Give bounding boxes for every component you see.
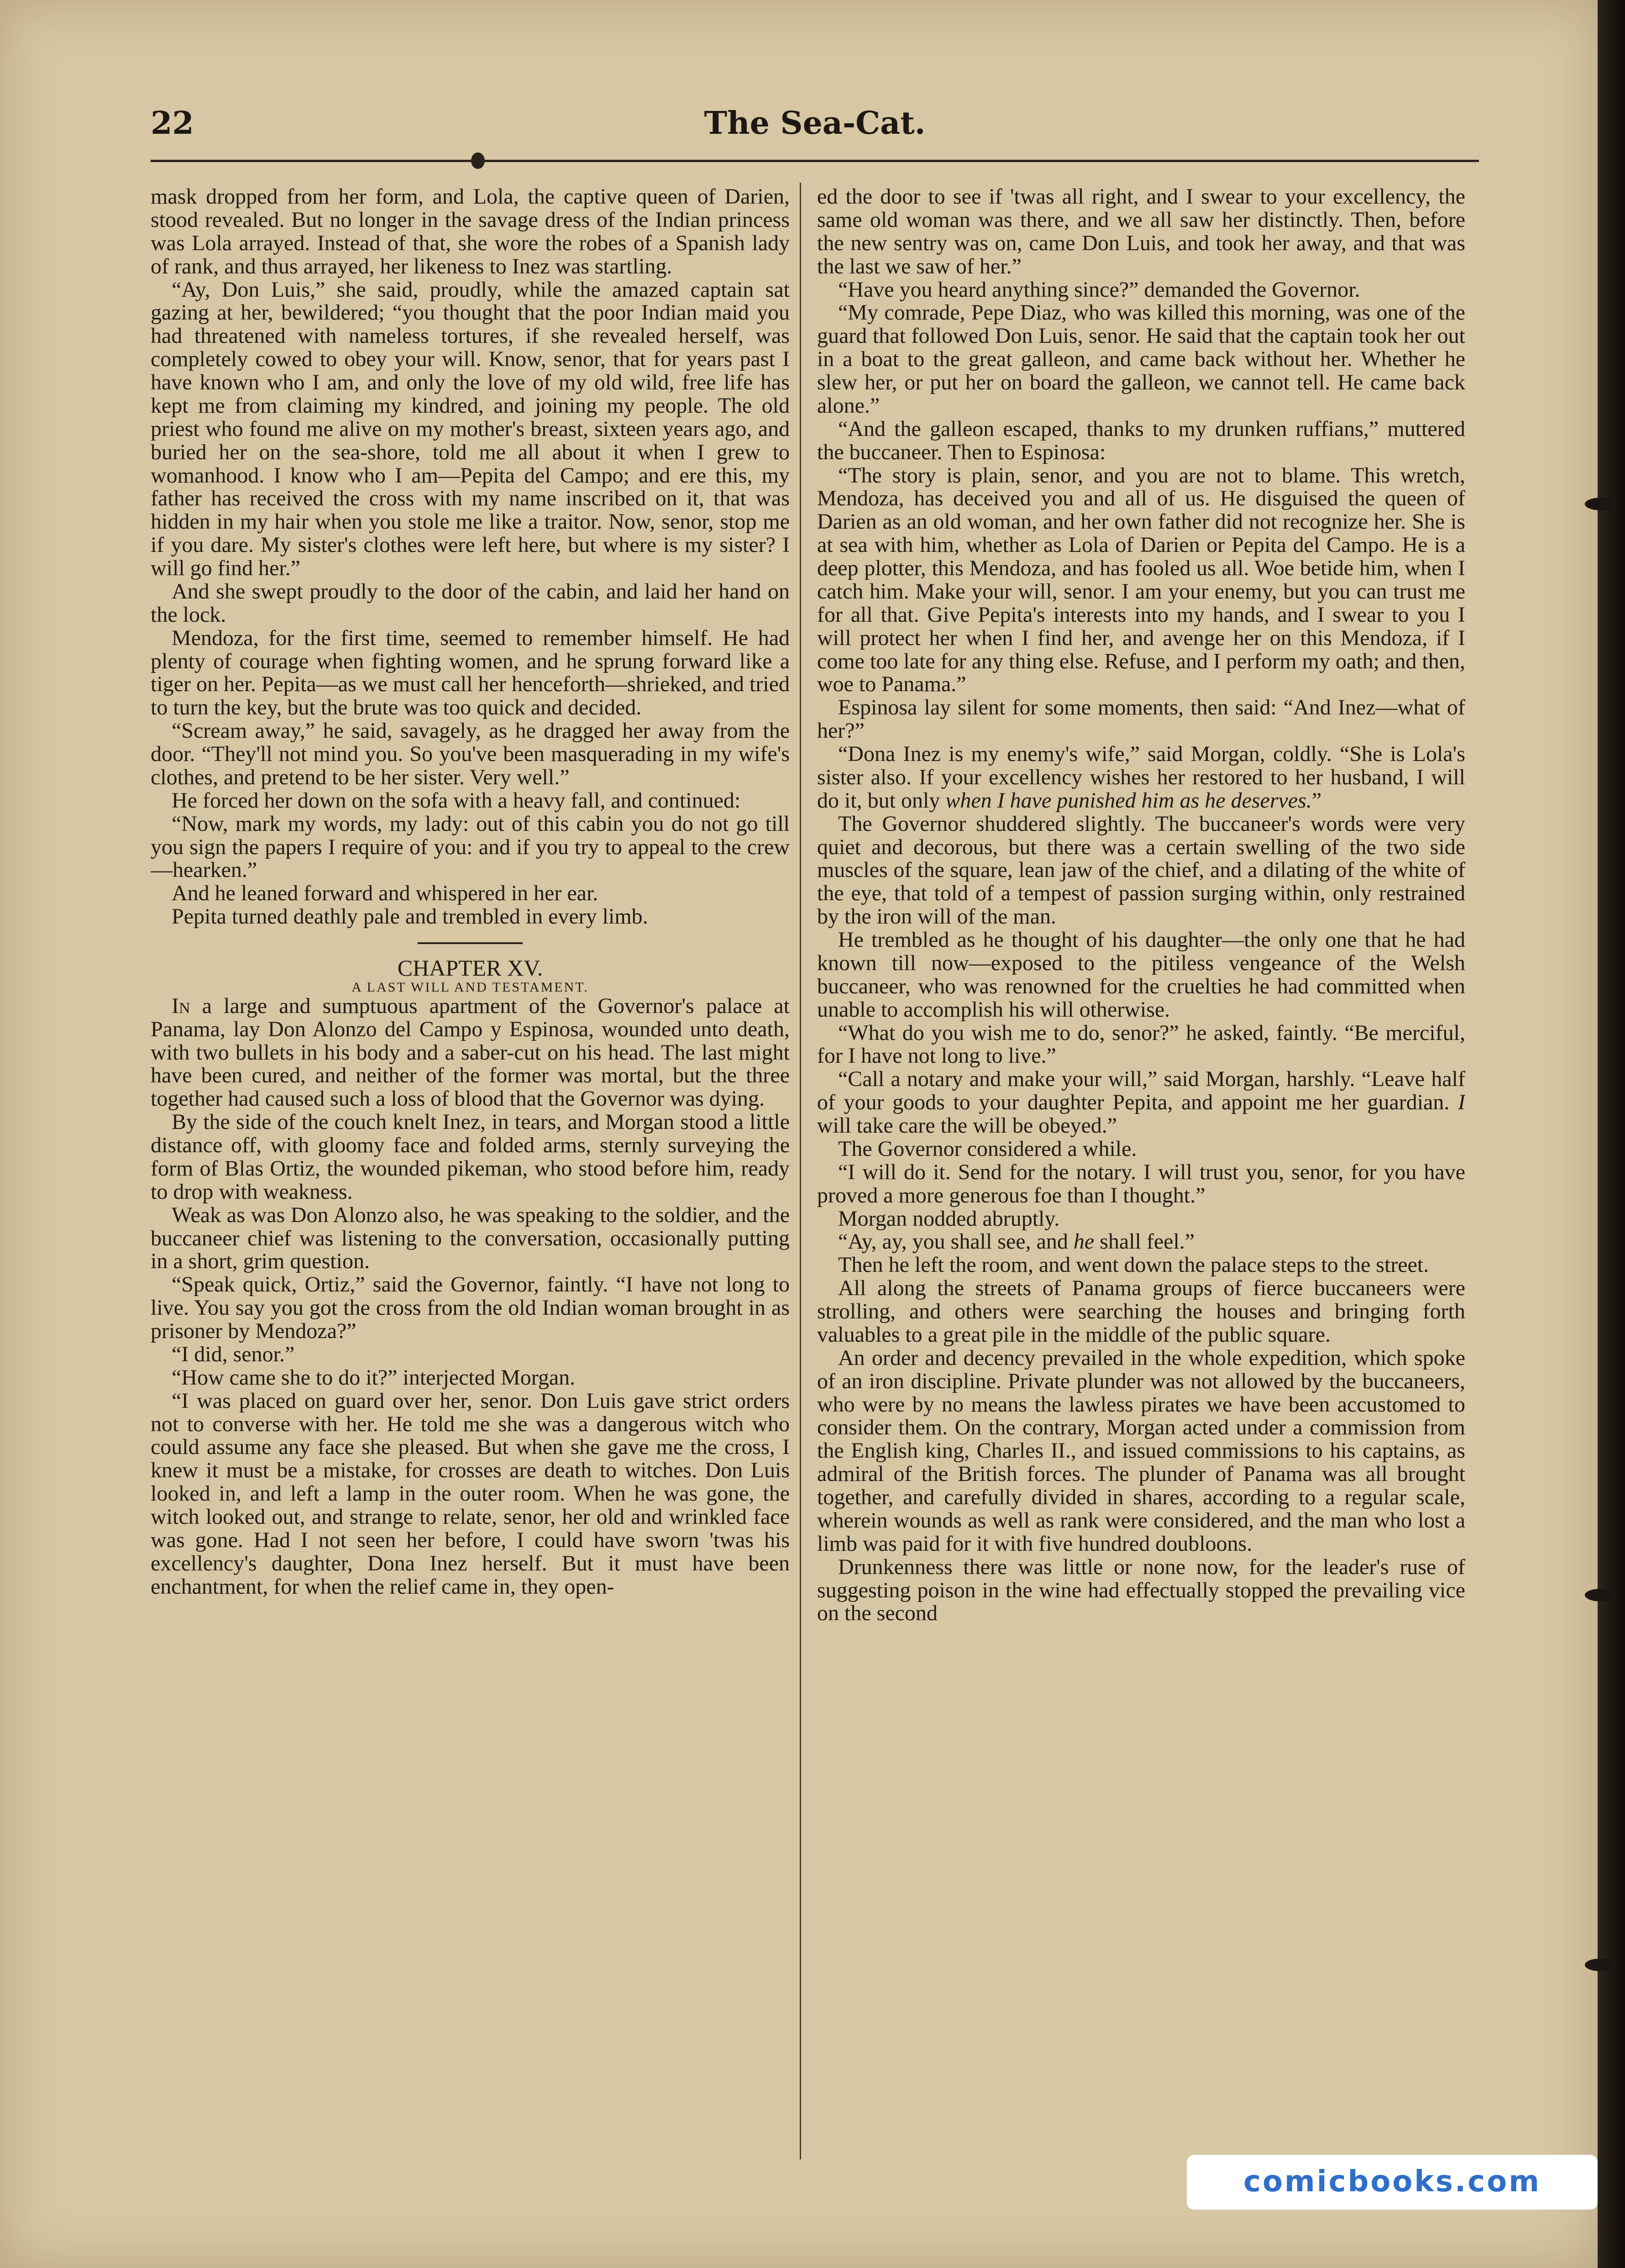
- emphasis: I: [1458, 1090, 1465, 1115]
- emphasis: he: [1073, 1229, 1095, 1254]
- left-column: [151, 185, 790, 2158]
- paragraph: The Governor considered a while.: [838, 1136, 1137, 1161]
- paragraph-text: ”: [1311, 788, 1322, 813]
- paragraph: “I was placed on guard over her, senor. Don Luis gave strict orders not to converse with her. He told me she was a dangerous witch who could assume any face she pleased. But when she gave me the cross, I knew it must be a mistake, for crosses are death to witches. Don Luis looked in, and left a lamp in the outer room. When he was gone, the witch looked out, and strange to relate, senor, her old and wrinkled face was gone. Had I not seen her before, I could have sworn 'twas his excellency's daughter, Dona Inez herself. But it must have been enchantment, for when the relief came in, they open-: [151, 1388, 790, 1599]
- paragraph: And he leaned forward and whispered in her ear.: [172, 881, 598, 906]
- paragraph: The Governor shuddered slightly. The buccaneer's words were very quiet and decorous, but there was a certain swelling of the two side muscles of the square, lean jaw of the chief, and a dilating of the white of the eye, that told of a tempest of passion surging within, only restrained by the iron will of the man.: [817, 811, 1465, 929]
- drop-word: In: [172, 993, 190, 1018]
- paragraph: Then he left the room, and went down the palace steps to the street.: [838, 1253, 1429, 1277]
- watermark-text: comicbooks.com: [1243, 2165, 1541, 2199]
- right-column: [817, 185, 1465, 2158]
- paragraph-text: shall feel.”: [1094, 1229, 1195, 1254]
- paragraph: And she swept proudly to the door of the cabin, and laid her hand on the lock.: [151, 579, 790, 627]
- running-header: [151, 105, 1479, 169]
- paragraph: By the side of the couch knelt Inez, in tears, and Morgan stood a little distance off, with gloomy face and folded arms, sternly surveying the form of Blas Ortiz, the wounded pikeman, who stood before him, ready to drop with weakness.: [151, 1110, 790, 1204]
- paragraph: Drunkenness there was little or none now, for the leader's ruse of suggesting poison in the wine had effectually stopped the prevailing vice on the second: [817, 1554, 1465, 1626]
- binding-clip-mark: [1585, 1589, 1617, 1601]
- paragraph: “Have you heard anything since?” demanded the Governor.: [838, 277, 1360, 302]
- binding-spine: [1598, 0, 1625, 2268]
- paragraph: “Speak quick, Ortiz,” said the Governor, faintly. “I have not long to live. You say you got the cross from the old Indian woman brought in as prisoner by Mendoza?”: [151, 1272, 790, 1344]
- header-rule: [151, 160, 1479, 162]
- paragraph: Morgan nodded abruptly.: [838, 1206, 1060, 1231]
- paragraph: “I did, senor.”: [172, 1342, 295, 1366]
- paragraph: “My comrade, Pepe Diaz, who was killed this morning, was one of the guard that followed Don Luis, senor. He said that the captain took her out in a boat to the great galleon, and came back without her. Whether he slew her, or put her on board the galleon, we cannot tell. He came back alone.”: [817, 300, 1465, 418]
- paragraph: “Ay, Don Luis,” she said, proudly, while the amazed captain sat gazing at her, bewildered; “you thought that the poor Indian maid you had threatened with nameless tortures, if she revealed herself, was completely cowed to obey your will. Know, senor, that for years past I have known who I am, and only the love of my old wild, free life has kept me from claiming my kindred, and joining my people. The old priest who found me alive on my mother's breast, sixteen years ago, and buried her on the sea-shore, told me all about it when I grew to womanhood. I know who I am—Pepita del Campo; and ere this, my father has received the cross with my name inscribed on it, that was hidden in my hair when you stole me like a traitor. Now, senor, stop me if you dare. My sister's clothes were left here, but where is my sister? I will go find her.”: [151, 277, 790, 580]
- paragraph: An order and decency prevailed in the whole expedition, which spoke of an iron discipline. Private plunder was not allowed by the buccaneers, who were by no means the lawless pirates we have been accustomed to consider them. On the contrary, Morgan acted under a commission from the English king, Charles II., and issued commissions to his captains, as admiral of the British forces. The plunder of Panama was all brought together, and carefully divided in shares, according to a regular scale, wherein wounds as well as rank were considered, and the man who lost a limb was paid for it with five hundred doubloons.: [817, 1345, 1465, 1556]
- paragraph: [151, 995, 790, 1111]
- paragraph: Espinosa lay silent for some moments, then said: “And Inez—what of her?”: [817, 695, 1465, 743]
- paragraph: He trembled as he thought of his daughter—the only one that he had known till now—exposed to the pitiless vengeance of the Welsh buccaneer, who was renowned for the cruelties he had committed when unable to accomplish his will otherwise.: [817, 928, 1465, 1022]
- paragraph-text: will take care the will be obeyed.”: [817, 1113, 1117, 1138]
- paragraph: ed the door to see if 'twas all right, and I swear to your excellency, the same old woman was there, and we all saw her distinctly. Then, before the new sentry was on, came Don Luis, and took her away, and that was the last we saw of her.”: [817, 185, 1465, 278]
- paragraph: He forced her down on the sofa with a heavy fall, and continued:: [172, 788, 741, 813]
- site-watermark: [1187, 2155, 1598, 2210]
- binding-clip-mark: [1585, 498, 1617, 510]
- paragraph: Weak as was Don Alonzo also, he was speaking to the soldier, and the buccaneer chief was listening to the conversation, occasionally putting in a short, grim question.: [151, 1202, 790, 1274]
- paragraph: “Scream away,” he said, savagely, as he dragged her away from the door. “They'll not mind you. So you've been masquerading in my wife's clothes, and pretend to be her sister. Very well.”: [151, 719, 790, 789]
- paragraph: “What do you wish me to do, senor?” he asked, faintly. “Be merciful, for I have not long to live.”: [817, 1020, 1465, 1068]
- paragraph: “And the galleon escaped, thanks to my drunken ruffians,” muttered the buccaneer. Then to Espinosa:: [817, 416, 1465, 464]
- binding-clip-mark: [1585, 1958, 1617, 1971]
- paragraph: mask dropped from her form, and Lola, the captive queen of Darien, stood revealed. But no longer in the savage dress of the Indian princess was Lola arrayed. Instead of that, she wore the robes of a Spanish lady of rank, and thus arrayed, her likeness to Inez was startling.: [151, 185, 790, 278]
- paragraph-text: “Ay, ay, you shall see, and: [838, 1229, 1074, 1254]
- paragraph: [817, 743, 1465, 813]
- chapter-subtitle: A LAST WILL AND TESTAMENT.: [351, 980, 589, 995]
- paragraph: [817, 1230, 1465, 1254]
- paragraph: “How came she to do it?” interjected Morgan.: [172, 1365, 576, 1390]
- column-divider: [800, 183, 801, 2159]
- page-title: The Sea-Cat.: [704, 105, 926, 142]
- emphasis: when I have punished him as he deserves.: [945, 788, 1312, 813]
- header-ornament: [471, 152, 485, 169]
- paragraph-text: “Call a notary and make your will,” said Morgan, harshly. “Leave half of your goods to your daughter Pepita, and appoint me her guardian.: [817, 1067, 1465, 1115]
- paragraph: Mendoza, for the first time, seemed to remember himself. He had plenty of courage when fighting women, and he sprung forward like a tiger on her. Pepita—as we must call her henceforth—shrieked, and tried to turn the key, but the brute was too quick and decided.: [151, 625, 790, 720]
- paragraph: “Now, mark my words, my lady: out of this cabin you do not go till you sign the papers I require of you: and if you try to appeal to the crew—hearken.”: [151, 811, 790, 882]
- paragraph: [817, 1068, 1465, 1138]
- chapter-divider: [418, 942, 523, 944]
- paragraph: Pepita turned deathly pale and trembled in every limb.: [172, 904, 648, 929]
- page-number: 22: [151, 105, 194, 142]
- paragraph-text: “Dona Inez is my enemy's wife,” said Morgan, coldly. “She is Lola's sister also. If your excellency wishes her restored to her husband, I will do it, but only: [817, 742, 1465, 813]
- chapter-heading: CHAPTER XV.: [397, 955, 543, 981]
- paragraph-text: a large and sumptuous apartment of the Governor's palace at Panama, lay Don Alonzo del Campo y Espinosa, wounded unto death, with two bullets in his body and a saber-cut on his head. The last might have been cured, and neither of the former was mortal, but the three together had caused such a loss of blood that the Governor was dying.: [151, 993, 790, 1111]
- paragraph: “The story is plain, senor, and you are not to blame. This wretch, Mendoza, has deceived you and all of us. He disguised the queen of Darien as an old woman, and her own father did not recognize her. She is at sea with him, whether as Lola of Darien or Pepita del Campo. He is a deep plotter, this Mendoza, and has fooled us all. Woe betide him, when I catch him. Make your will, senor. I am your enemy, but you can trust me for all that. Give Pepita's interests into my hands, and I swear to you I will protect her when I find her, and avenge her on this Mendoza, if I come too late for any thing else. Refuse, and I perform my oath; and then, woe to Panama.”: [817, 463, 1465, 697]
- paragraph: “I will do it. Send for the notary. I will trust you, senor, for you have proved a more generous foe than I thought.”: [817, 1160, 1465, 1208]
- paragraph: All along the streets of Panama groups of fierce buccaneers were strolling, and others were searching the houses and bringing forth valuables to a great pile in the middle of the public square.: [817, 1276, 1465, 1347]
